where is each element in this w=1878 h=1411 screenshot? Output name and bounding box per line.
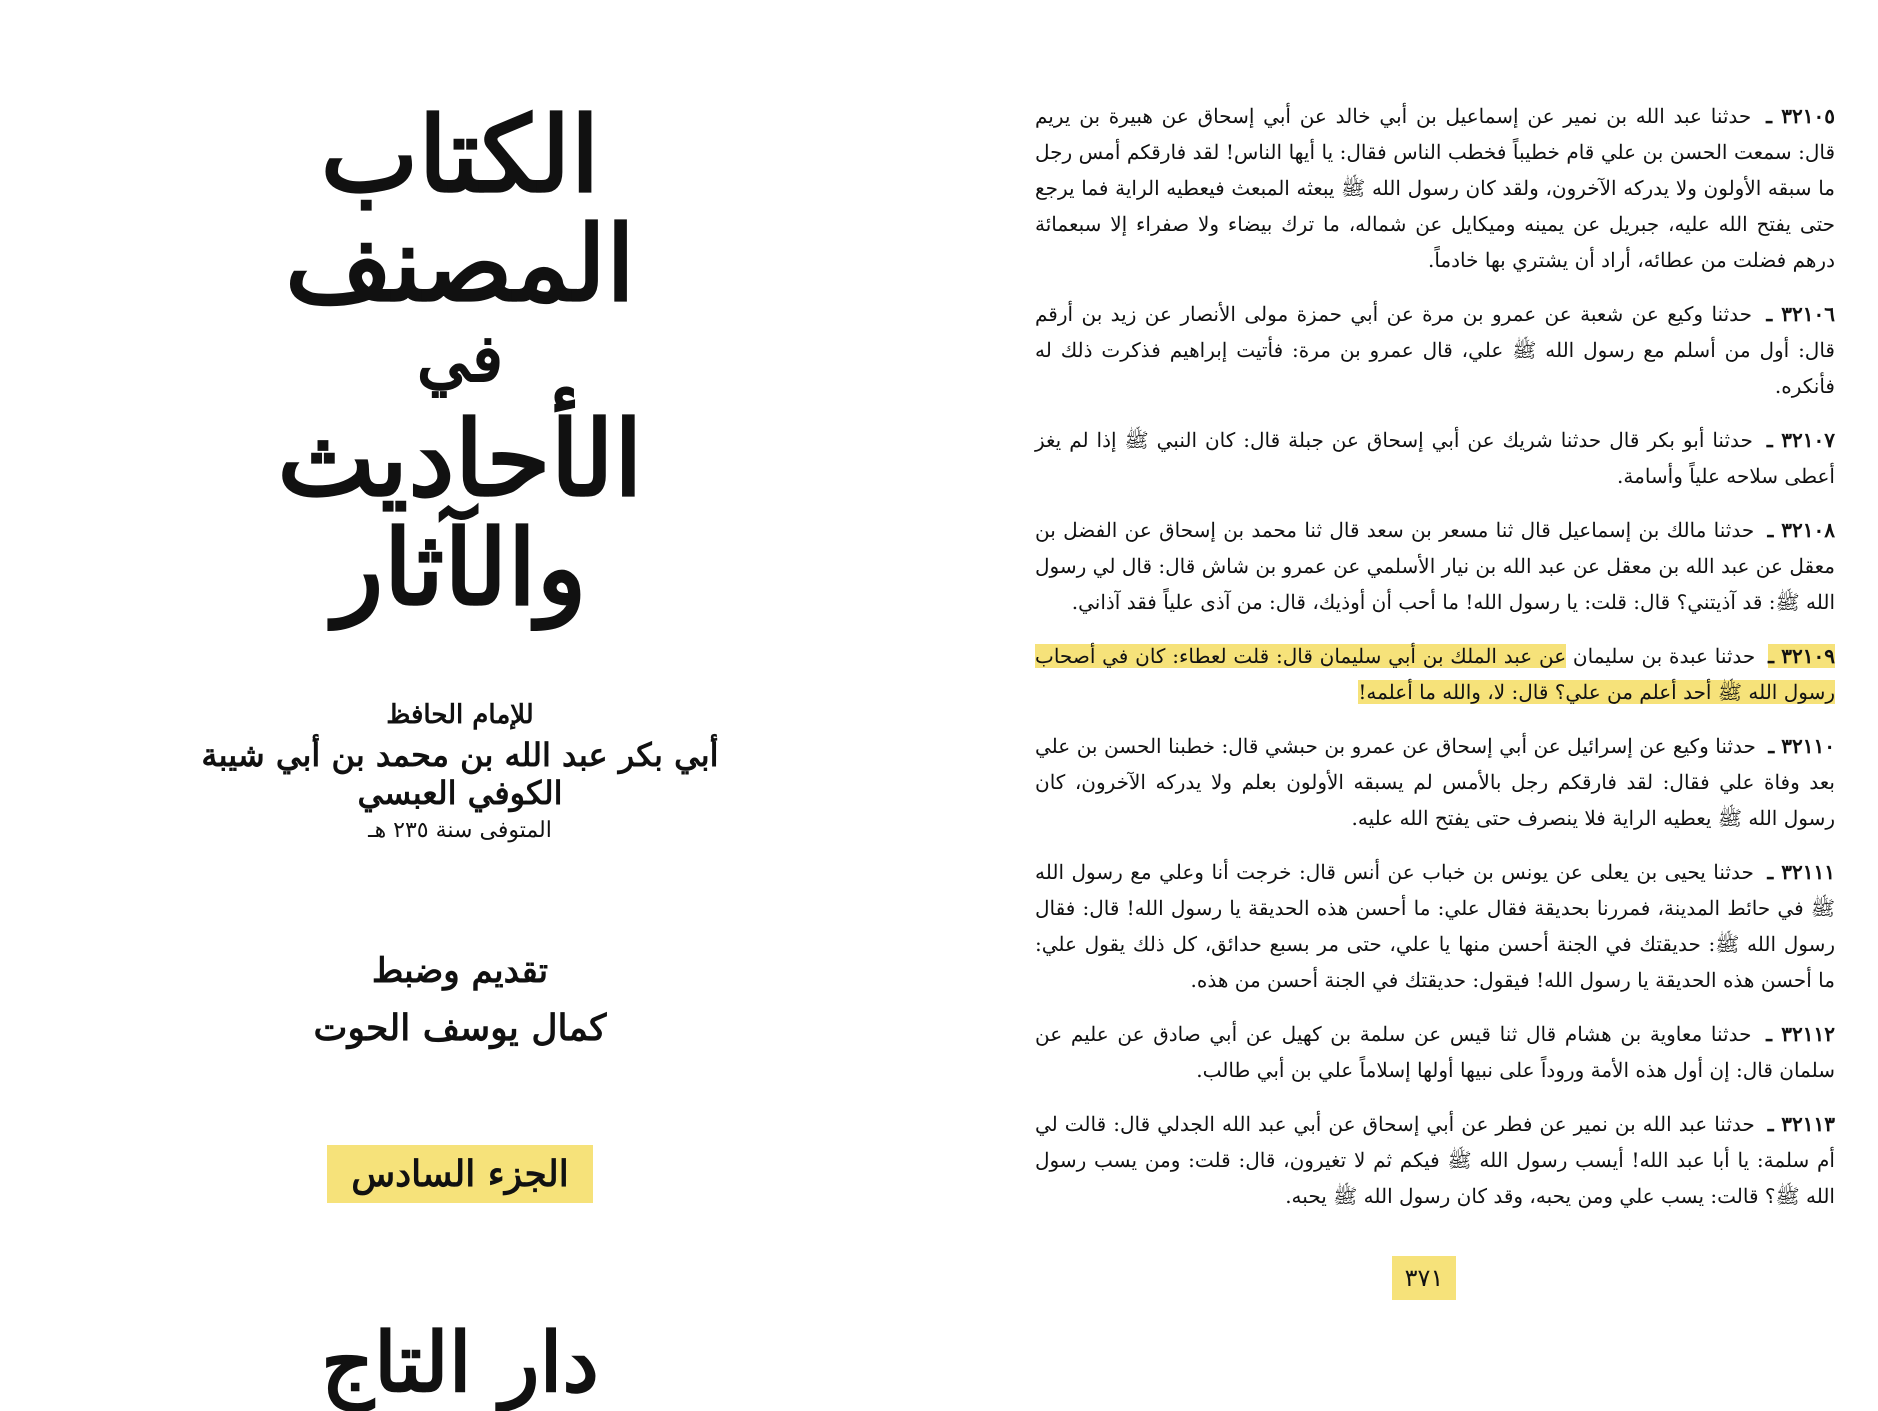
hadith-number: ٣٢١٠٨ ـ [1767, 518, 1836, 542]
hadith-number: ٣٢١١٠ ـ [1768, 734, 1835, 758]
book-title-line2: في [416, 319, 504, 398]
hadith-number: ٣٢١١٣ ـ [1767, 1112, 1835, 1136]
hadith-number: ٣٢١٠٩ ـ [1768, 644, 1836, 668]
hadith-32106 [1035, 296, 1835, 404]
author-intro: للإمام الحافظ [386, 700, 534, 731]
author-name: أبي بكر عبد الله بن محمد بن أبي شيبة الكوفي العبسي [201, 736, 719, 813]
hadith-text: حدثنا مالك بن إسماعيل قال ثنا مسعر بن سعد قال ثنا محمد بن إسحاق عن الفضل بن معقل عن عبد الله بن معقل عن عبد الله بن نيار الأسلمي عن عمرو بن شاش قال: قال لي رسول الله ﷺ: قد آذيتني؟ قال: قلت: يا رسول الله! ما أحب أن أوذيك، قال: من آذى علياً فقد آذاني. [1035, 518, 1835, 614]
highlighted-text: عن عبد الملك بن أبي سليمان قال: قلت لعطاء: كان في أصحاب رسول الله ﷺ أحد أعلم من علي؟ قال: لا، والله ما أعلمه! [1035, 644, 1835, 704]
hadith-number: ٣٢١١١ ـ [1767, 860, 1835, 884]
hadith-text: حدثنا معاوية بن هشام قال ثنا قيس عن سلمة بن كهيل عن أبي صادق عن عليم عن سلمان قال: إن أول هذه الأمة وروداً على نبيها أولها إسلاماً علي بن أبي طالب. [1035, 1022, 1835, 1082]
text-page [1035, 98, 1835, 1328]
hadith-text: حدثنا وكيع عن شعبة عن عمرو بن مرة عن أبي حمزة مولى الأنصار عن زيد بن أرقم قال: أول من أسلم مع رسول الله ﷺ علي، قال عمرو بن مرة: فأتيت إبراهيم فذكرت ذلك له فأنكره. [1035, 302, 1835, 398]
hadith-32107 [1035, 422, 1835, 494]
author-death-date: المتوفى سنة ٢٣٥ هـ [368, 818, 552, 844]
hadith-32110 [1035, 728, 1835, 836]
hadith-32111 [1035, 854, 1835, 998]
volume-label: الجزء السادس [327, 1145, 593, 1203]
hadith-number: ٣٢١٠٥ ـ [1766, 104, 1836, 128]
hadith-number: ٣٢١٠٦ ـ [1766, 302, 1836, 326]
book-title-line3: الأحاديث والآثار [277, 396, 643, 629]
hadith-number: ٣٢١١٢ ـ [1766, 1022, 1836, 1046]
page-number: ٣٧١ [1392, 1256, 1456, 1300]
hadith-32108 [1035, 512, 1835, 620]
hadith-text: حدثنا يحيى بن يعلى عن يونس بن خباب عن أنس قال: خرجت أنا وعلي مع رسول الله ﷺ في حائط المدينة، فمررنا بحديقة فقال علي: ما أحسن هذه الحديقة يا رسول الله! قال: فقال رسول الله ﷺ: حديقتك في الجنة أحسن منها يا علي، حتى مر بسبع حدائق، كل ذلك يقول علي: ما أحسن هذه الحديقة يا رسول الله! فيقول: حديقتك في الجنة أحسن من هذه. [1035, 860, 1835, 992]
hadith-text: حدثنا عبد الله بن نمير عن إسماعيل بن أبي خالد عن أبي إسحاق عن هبيرة بن يريم قال: سمعت الحسن بن علي قام خطيباً فخطب الناس فقال: يا أيها الناس! لقد فارقكم أمس رجل ما سبقه الأولون ولا يدركه الآخرون، ولقد كان رسول الله ﷺ يبعثه المبعث فيعطيه الراية فما يرجع حتى يفتح الله عليه، جبريل عن يمينه وميكايل عن شماله، ما ترك بيضاء ولا صفراء إلا سبعمائة درهم فضلت من عطائه، أراد أن يشتري بها خادماً. [1035, 104, 1835, 272]
hadith-text: حدثنا وكيع عن إسرائيل عن أبي إسحاق عن عمرو بن حبشي قال: خطبنا الحسن بن علي بعد وفاة علي فقال: لقد فارقكم رجل بالأمس لم يسبقه الأولون بعلم ولا يدركه الآخرون، كان رسول الله ﷺ يعطيه الراية فلا ينصرف حتى يفتح الله عليه. [1035, 734, 1835, 830]
hadith-number: ٣٢١٠٧ ـ [1766, 428, 1835, 452]
hadith-text: حدثنا أبو بكر قال حدثنا شريك عن أبي إسحاق عن جبلة قال: كان النبي ﷺ إذا لم يغز أعطى سلاحه علياً وأسامة. [1035, 428, 1835, 488]
hadith-32112 [1035, 1016, 1835, 1088]
publisher-name: دار التاج [321, 1315, 599, 1411]
edited-label: تقديم وضبط [371, 951, 549, 992]
book-title-line1: الكتاب المصنف [285, 93, 635, 326]
hadith-text: حدثنا عبد الله بن نمير عن فطر عن أبي إسحاق عن أبي عبد الله الجدلي قال: قالت لي أم سلمة: يا أبا عبد الله! أيسب رسول الله ﷺ فيكم ثم لا تغيرون، قال: قلت: ومن يسب رسول الله ﷺ؟ قالت: يسب علي ومن يحبه، وقد كان رسول الله ﷺ يحبه. [1035, 1112, 1835, 1208]
hadith-32113 [1035, 1106, 1835, 1214]
cover-page [150, 90, 770, 1411]
hadith-32109 [1035, 638, 1835, 710]
hadith-32105 [1035, 98, 1835, 278]
editor-name: كمال يوسف الحوت [313, 1007, 607, 1050]
hadith-text: حدثنا عبدة بن سليمان [1572, 644, 1756, 668]
